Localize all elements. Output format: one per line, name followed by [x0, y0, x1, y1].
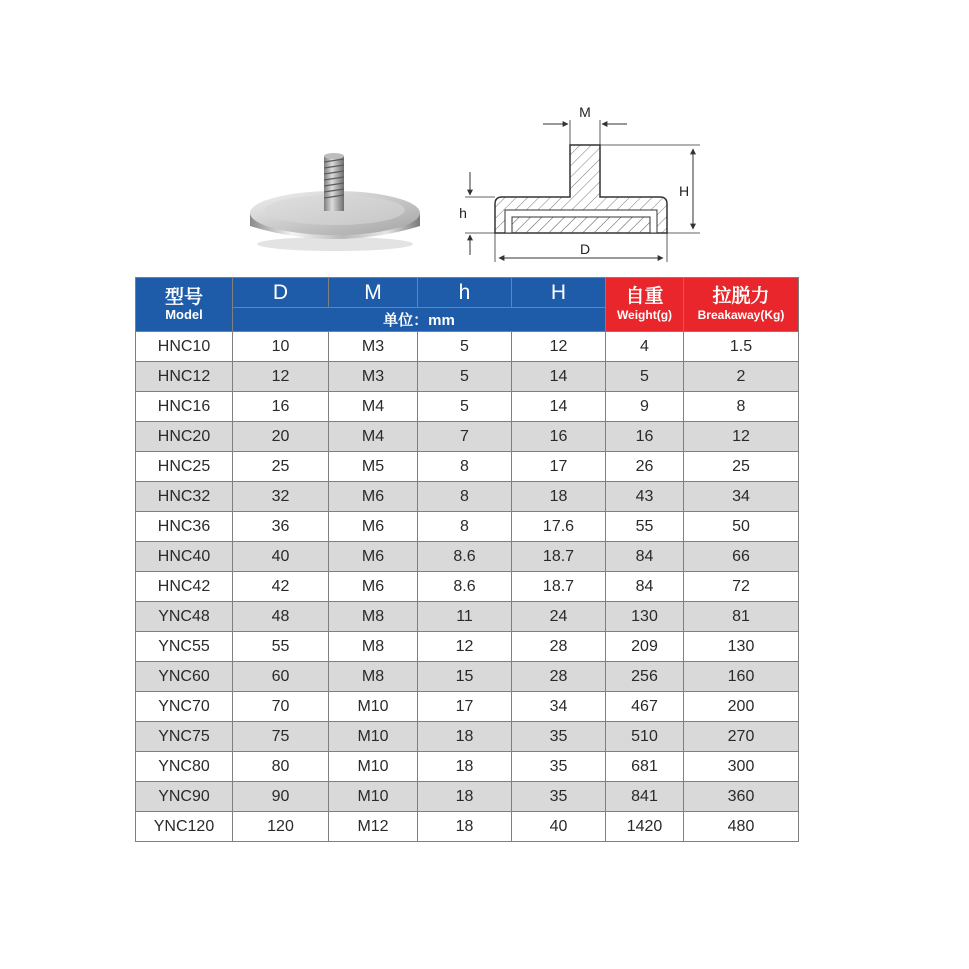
- cell-d: 40: [233, 542, 329, 572]
- cell-model: HNC20: [136, 422, 233, 452]
- cell-weight: 209: [606, 632, 684, 662]
- cell-m: M8: [329, 632, 418, 662]
- cell-h-small: 18: [418, 752, 512, 782]
- cell-m: M4: [329, 392, 418, 422]
- header-unit: 单位：mm: [233, 308, 606, 332]
- cell-h-large: 40: [512, 812, 606, 842]
- cell-m: M10: [329, 782, 418, 812]
- cell-d: 90: [233, 782, 329, 812]
- cell-m: M5: [329, 452, 418, 482]
- spec-table: [135, 277, 799, 842]
- cell-weight: 84: [606, 542, 684, 572]
- cell-weight: 467: [606, 692, 684, 722]
- cell-model: YNC70: [136, 692, 233, 722]
- cell-d: 55: [233, 632, 329, 662]
- cell-breakaway: 8: [684, 392, 799, 422]
- magnet-product-image: [240, 148, 430, 253]
- cell-h-large: 17.6: [512, 512, 606, 542]
- cell-h-large: 18.7: [512, 572, 606, 602]
- cell-breakaway: 2: [684, 362, 799, 392]
- cell-model: HNC25: [136, 452, 233, 482]
- header-weight: [606, 278, 684, 332]
- cell-m: M10: [329, 722, 418, 752]
- table-row: [136, 752, 799, 782]
- cell-breakaway: 480: [684, 812, 799, 842]
- cell-d: 10: [233, 332, 329, 362]
- cell-weight: 130: [606, 602, 684, 632]
- cell-h-small: 8: [418, 512, 512, 542]
- cell-d: 75: [233, 722, 329, 752]
- cell-h-small: 18: [418, 812, 512, 842]
- cell-d: 60: [233, 662, 329, 692]
- header-breakaway: [684, 278, 799, 332]
- cell-h-large: 35: [512, 752, 606, 782]
- cell-breakaway: 160: [684, 662, 799, 692]
- cell-d: 32: [233, 482, 329, 512]
- cell-d: 48: [233, 602, 329, 632]
- cell-h-small: 7: [418, 422, 512, 452]
- cell-h-small: 8: [418, 482, 512, 512]
- cell-model: HNC32: [136, 482, 233, 512]
- table-row: [136, 662, 799, 692]
- cell-h-small: 8.6: [418, 542, 512, 572]
- cell-h-small: 5: [418, 332, 512, 362]
- cell-m: M6: [329, 482, 418, 512]
- header-weight-cn: 自重: [625, 285, 664, 307]
- cell-weight: 9: [606, 392, 684, 422]
- header-col-h-large: H: [512, 278, 606, 308]
- table-row: [136, 452, 799, 482]
- cell-d: 42: [233, 572, 329, 602]
- cell-h-large: 28: [512, 632, 606, 662]
- cell-h-small: 8: [418, 452, 512, 482]
- cell-h-large: 18.7: [512, 542, 606, 572]
- cell-model: HNC36: [136, 512, 233, 542]
- cell-model: YNC48: [136, 602, 233, 632]
- cell-breakaway: 12: [684, 422, 799, 452]
- cell-breakaway: 34: [684, 482, 799, 512]
- table-row: [136, 572, 799, 602]
- cell-d: 36: [233, 512, 329, 542]
- spec-table-body: [136, 332, 799, 842]
- cell-m: M10: [329, 692, 418, 722]
- diagram-label-m: M: [579, 104, 591, 120]
- cell-m: M8: [329, 662, 418, 692]
- cell-breakaway: 130: [684, 632, 799, 662]
- cell-weight: 5: [606, 362, 684, 392]
- cell-weight: 16: [606, 422, 684, 452]
- cell-model: YNC60: [136, 662, 233, 692]
- cell-h-small: 17: [418, 692, 512, 722]
- cell-breakaway: 72: [684, 572, 799, 602]
- diagram-label-d: D: [579, 241, 591, 257]
- cell-weight: 681: [606, 752, 684, 782]
- table-row: [136, 812, 799, 842]
- header-model-cn: 型号: [164, 286, 203, 308]
- cell-m: M10: [329, 752, 418, 782]
- cell-breakaway: 81: [684, 602, 799, 632]
- cell-h-large: 24: [512, 602, 606, 632]
- dimension-diagram: [455, 100, 715, 270]
- cell-breakaway: 270: [684, 722, 799, 752]
- cell-model: YNC55: [136, 632, 233, 662]
- cell-h-large: 12: [512, 332, 606, 362]
- table-row: [136, 602, 799, 632]
- cell-m: M6: [329, 542, 418, 572]
- cell-h-large: 14: [512, 392, 606, 422]
- cell-model: HNC16: [136, 392, 233, 422]
- cell-d: 12: [233, 362, 329, 392]
- cell-m: M8: [329, 602, 418, 632]
- header-breakaway-cn: 拉脱力: [712, 285, 770, 307]
- header-weight-en: Weight(g): [616, 307, 673, 322]
- cell-weight: 256: [606, 662, 684, 692]
- cell-d: 70: [233, 692, 329, 722]
- cell-breakaway: 1.5: [684, 332, 799, 362]
- cell-weight: 55: [606, 512, 684, 542]
- header-col-h-small: h: [418, 278, 512, 308]
- cell-h-small: 15: [418, 662, 512, 692]
- cell-d: 20: [233, 422, 329, 452]
- cell-m: M4: [329, 422, 418, 452]
- cell-h-small: 11: [418, 602, 512, 632]
- cell-h-small: 18: [418, 782, 512, 812]
- table-row: [136, 722, 799, 752]
- cell-weight: 4: [606, 332, 684, 362]
- cell-h-large: 28: [512, 662, 606, 692]
- header-model: [136, 278, 233, 332]
- cell-h-large: 17: [512, 452, 606, 482]
- header-breakaway-en: Breakaway(Kg): [697, 307, 785, 322]
- cell-d: 80: [233, 752, 329, 782]
- cell-weight: 841: [606, 782, 684, 812]
- cell-h-large: 18: [512, 482, 606, 512]
- table-row: [136, 542, 799, 572]
- cell-breakaway: 360: [684, 782, 799, 812]
- header-col-m: M: [329, 278, 418, 308]
- table-row: [136, 422, 799, 452]
- cell-breakaway: 200: [684, 692, 799, 722]
- cell-m: M6: [329, 572, 418, 602]
- cell-h-small: 5: [418, 392, 512, 422]
- cell-breakaway: 25: [684, 452, 799, 482]
- cell-weight: 84: [606, 572, 684, 602]
- cell-h-large: 14: [512, 362, 606, 392]
- cell-model: YNC90: [136, 782, 233, 812]
- cell-model: HNC12: [136, 362, 233, 392]
- cell-weight: 26: [606, 452, 684, 482]
- cell-h-large: 35: [512, 722, 606, 752]
- cell-model: YNC120: [136, 812, 233, 842]
- cell-weight: 43: [606, 482, 684, 512]
- table-row: [136, 692, 799, 722]
- cell-model: HNC42: [136, 572, 233, 602]
- cell-h-small: 12: [418, 632, 512, 662]
- table-row: [136, 482, 799, 512]
- cell-model: YNC75: [136, 722, 233, 752]
- cell-m: M3: [329, 362, 418, 392]
- cell-h-small: 5: [418, 362, 512, 392]
- cell-h-small: 8.6: [418, 572, 512, 602]
- cell-d: 25: [233, 452, 329, 482]
- cell-d: 16: [233, 392, 329, 422]
- header-col-d: D: [233, 278, 329, 308]
- diagram-label-h-large: H: [678, 183, 690, 199]
- cell-m: M3: [329, 332, 418, 362]
- cell-model: YNC80: [136, 752, 233, 782]
- cell-weight: 1420: [606, 812, 684, 842]
- table-row: [136, 782, 799, 812]
- cell-h-large: 34: [512, 692, 606, 722]
- cell-model: HNC40: [136, 542, 233, 572]
- cell-model: HNC10: [136, 332, 233, 362]
- cell-breakaway: 50: [684, 512, 799, 542]
- cell-h-small: 18: [418, 722, 512, 752]
- table-row: [136, 362, 799, 392]
- table-row: [136, 332, 799, 362]
- cell-breakaway: 300: [684, 752, 799, 782]
- table-row: [136, 512, 799, 542]
- cell-h-large: 16: [512, 422, 606, 452]
- cell-m: M6: [329, 512, 418, 542]
- cell-weight: 510: [606, 722, 684, 752]
- table-row: [136, 392, 799, 422]
- cell-h-large: 35: [512, 782, 606, 812]
- header-model-en: Model: [165, 306, 203, 322]
- diagram-label-h-small: h: [459, 205, 467, 221]
- table-row: [136, 632, 799, 662]
- cell-d: 120: [233, 812, 329, 842]
- cell-m: M12: [329, 812, 418, 842]
- cell-breakaway: 66: [684, 542, 799, 572]
